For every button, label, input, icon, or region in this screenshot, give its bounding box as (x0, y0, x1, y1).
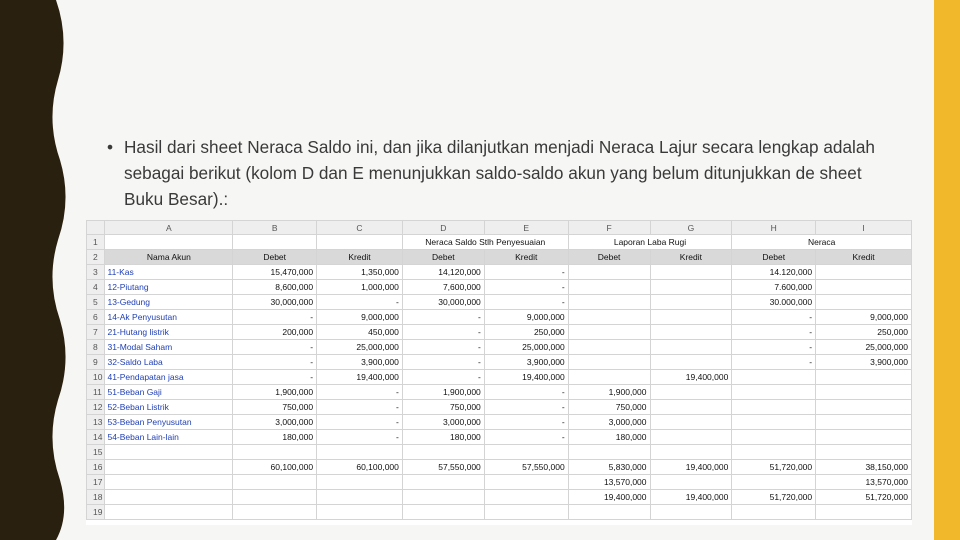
cell-g (650, 430, 732, 445)
spreadsheet-image (86, 220, 912, 525)
cell-d: 30,000,000 (402, 295, 484, 310)
cell-i: 51,720,000 (816, 490, 912, 505)
cell-b: 15,470,000 (233, 265, 317, 280)
cell-c: - (317, 400, 403, 415)
accent-bar (934, 0, 960, 540)
header-debet-h: Debet (732, 250, 816, 265)
table-row (87, 460, 912, 475)
row-number: 19 (87, 505, 105, 520)
cell-e (484, 490, 568, 505)
cell-b: - (233, 355, 317, 370)
cell-d: 3,000,000 (402, 415, 484, 430)
cell-e: 19,400,000 (484, 370, 568, 385)
cell-e (484, 505, 568, 520)
cell-f (568, 265, 650, 280)
cell-d: - (402, 370, 484, 385)
account-name-cell: 53-Beban Penyusutan (105, 415, 233, 430)
cell-b: 8,600,000 (233, 280, 317, 295)
cell-h: 14.120,000 (732, 265, 816, 280)
group-header-adjusted-trial-balance: Neraca Saldo Stlh Penyesuaian (402, 235, 568, 250)
cell-g (650, 340, 732, 355)
table-row (87, 280, 912, 295)
cell-h (732, 430, 816, 445)
cell-d (402, 475, 484, 490)
cell-b: 180,000 (233, 430, 317, 445)
cell-d (402, 505, 484, 520)
cell-c: - (317, 415, 403, 430)
cell-c (317, 490, 403, 505)
cell-f (568, 505, 650, 520)
row-number: 17 (87, 475, 105, 490)
cell-h (732, 505, 816, 520)
row-number: 8 (87, 340, 105, 355)
cell-c: 19,400,000 (317, 370, 403, 385)
cell-b (233, 490, 317, 505)
cell-i: 250,000 (816, 325, 912, 340)
row-number: 18 (87, 490, 105, 505)
cell-d: 14,120,000 (402, 265, 484, 280)
cell-a1 (105, 235, 233, 250)
cell-g: 19,400,000 (650, 370, 732, 385)
cell-e: - (484, 385, 568, 400)
col-letter-a: A (105, 221, 233, 235)
account-name-cell: 52-Beban Listrik (105, 400, 233, 415)
cell-f: 3,000,000 (568, 415, 650, 430)
row-number: 1 (87, 235, 105, 250)
cell-f: 19,400,000 (568, 490, 650, 505)
account-name-cell: 13-Gedung (105, 295, 233, 310)
account-name-cell (105, 505, 233, 520)
cell-c: 60,100,000 (317, 460, 403, 475)
cell-i (816, 265, 912, 280)
cell-i: 25,000,000 (816, 340, 912, 355)
bullet-marker: • (107, 137, 114, 157)
cell-e: - (484, 295, 568, 310)
col-letter-i: I (816, 221, 912, 235)
table-row (87, 475, 912, 490)
cell-e: 250,000 (484, 325, 568, 340)
header-debet-d: Debet (402, 250, 484, 265)
row-number: 14 (87, 430, 105, 445)
account-name-cell (105, 475, 233, 490)
cell-b: 30,000,000 (233, 295, 317, 310)
table-row (87, 325, 912, 340)
cell-b (233, 475, 317, 490)
cell-c (317, 505, 403, 520)
cell-h (732, 475, 816, 490)
cell-e: - (484, 415, 568, 430)
sheet-row-1 (87, 235, 912, 250)
row-number: 15 (87, 445, 105, 460)
cell-h: - (732, 325, 816, 340)
row-number: 6 (87, 310, 105, 325)
cell-i (816, 400, 912, 415)
worksheet-table (86, 220, 912, 520)
cell-h (732, 370, 816, 385)
bullet-paragraph (107, 134, 897, 212)
cell-h: 7.600,000 (732, 280, 816, 295)
cell-h (732, 445, 816, 460)
cell-g (650, 385, 732, 400)
row-number: 12 (87, 400, 105, 415)
cell-h: 51,720,000 (732, 460, 816, 475)
cell-b: 200,000 (233, 325, 317, 340)
cell-g (650, 325, 732, 340)
table-row (87, 295, 912, 310)
account-name-cell: 31-Modal Saham (105, 340, 233, 355)
account-name-cell (105, 490, 233, 505)
row-number: 5 (87, 295, 105, 310)
cell-e: 57,550,000 (484, 460, 568, 475)
cell-b1 (233, 235, 317, 250)
cell-f: 180,000 (568, 430, 650, 445)
cell-e: - (484, 430, 568, 445)
row-number: 9 (87, 355, 105, 370)
cell-b: - (233, 370, 317, 385)
row-number: 13 (87, 415, 105, 430)
column-header-row (87, 221, 912, 235)
cell-g: 19,400,000 (650, 490, 732, 505)
account-name-cell: 41-Pendapatan jasa (105, 370, 233, 385)
cell-e: 3,900,000 (484, 355, 568, 370)
cell-h: 30.000,000 (732, 295, 816, 310)
account-name-cell: 11-Kas (105, 265, 233, 280)
cell-c (317, 445, 403, 460)
cell-b (233, 445, 317, 460)
row-number: 4 (87, 280, 105, 295)
header-kredit-i: Kredit (816, 250, 912, 265)
cell-d: 1,900,000 (402, 385, 484, 400)
header-nama-akun: Nama Akun (105, 250, 233, 265)
cell-f (568, 325, 650, 340)
cell-d: - (402, 310, 484, 325)
account-name-cell (105, 460, 233, 475)
cell-h (732, 400, 816, 415)
cell-g (650, 295, 732, 310)
header-debet-b: Debet (233, 250, 317, 265)
table-row (87, 490, 912, 505)
cell-d: - (402, 355, 484, 370)
cell-d: 750,000 (402, 400, 484, 415)
cell-f (568, 370, 650, 385)
cell-c: 1,350,000 (317, 265, 403, 280)
cell-c: 450,000 (317, 325, 403, 340)
table-row (87, 445, 912, 460)
cell-f (568, 355, 650, 370)
table-row (87, 415, 912, 430)
cell-c: 1,000,000 (317, 280, 403, 295)
cell-c: 25,000,000 (317, 340, 403, 355)
table-row (87, 340, 912, 355)
cell-d (402, 445, 484, 460)
col-letter-h: H (732, 221, 816, 235)
table-row (87, 385, 912, 400)
table-row (87, 370, 912, 385)
cell-e (484, 445, 568, 460)
cell-f (568, 445, 650, 460)
cell-i (816, 445, 912, 460)
col-letter-g: G (650, 221, 732, 235)
table-row (87, 505, 912, 520)
cell-f: 5,830,000 (568, 460, 650, 475)
cell-h: - (732, 355, 816, 370)
row-number: 10 (87, 370, 105, 385)
cell-b: - (233, 340, 317, 355)
cell-i (816, 385, 912, 400)
account-name-cell: 12-Piutang (105, 280, 233, 295)
cell-g (650, 265, 732, 280)
cell-c1 (317, 235, 403, 250)
cell-f: 1,900,000 (568, 385, 650, 400)
cell-c: 3,900,000 (317, 355, 403, 370)
table-row (87, 400, 912, 415)
cell-b: 750,000 (233, 400, 317, 415)
account-name-cell: 32-Saldo Laba (105, 355, 233, 370)
cell-f (568, 295, 650, 310)
cell-d: 57,550,000 (402, 460, 484, 475)
cell-i: 9,000,000 (816, 310, 912, 325)
group-header-balance-sheet: Neraca (732, 235, 912, 250)
cell-g (650, 355, 732, 370)
cell-f (568, 310, 650, 325)
cell-g (650, 505, 732, 520)
decorative-left-band (0, 0, 72, 540)
row-number: 3 (87, 265, 105, 280)
cell-e (484, 475, 568, 490)
cell-e: 25,000,000 (484, 340, 568, 355)
group-header-income-statement: Laporan Laba Rugi (568, 235, 732, 250)
account-name-cell (105, 445, 233, 460)
cell-h (732, 385, 816, 400)
account-name-cell: 54-Beban Lain-lain (105, 430, 233, 445)
cell-i: 3,900,000 (816, 355, 912, 370)
cell-g (650, 310, 732, 325)
cell-i (816, 370, 912, 385)
cell-b: 1,900,000 (233, 385, 317, 400)
cell-c: - (317, 385, 403, 400)
cell-c (317, 475, 403, 490)
cell-e: - (484, 400, 568, 415)
cell-b (233, 505, 317, 520)
cell-i (816, 430, 912, 445)
cell-b: 3,000,000 (233, 415, 317, 430)
cell-c: - (317, 295, 403, 310)
cell-g (650, 475, 732, 490)
col-letter-f: F (568, 221, 650, 235)
header-kredit-c: Kredit (317, 250, 403, 265)
cell-c: 9,000,000 (317, 310, 403, 325)
table-row (87, 310, 912, 325)
account-name-cell: 21-Hutang listrik (105, 325, 233, 340)
cell-h: - (732, 310, 816, 325)
row-number: 2 (87, 250, 105, 265)
cell-i: 38,150,000 (816, 460, 912, 475)
cell-d: 180,000 (402, 430, 484, 445)
corner-cell (87, 221, 105, 235)
cell-i: 13,570,000 (816, 475, 912, 490)
cell-i (816, 280, 912, 295)
table-row (87, 355, 912, 370)
cell-i (816, 415, 912, 430)
cell-e: 9,000,000 (484, 310, 568, 325)
col-letter-b: B (233, 221, 317, 235)
cell-e: - (484, 280, 568, 295)
cell-f (568, 340, 650, 355)
cell-h: - (732, 340, 816, 355)
cell-f (568, 280, 650, 295)
cell-d: - (402, 340, 484, 355)
account-name-cell: 14-Ak Penyusutan (105, 310, 233, 325)
cell-e: - (484, 265, 568, 280)
cell-f: 750,000 (568, 400, 650, 415)
col-letter-d: D (402, 221, 484, 235)
cell-g (650, 400, 732, 415)
account-name-cell: 51-Beban Gaji (105, 385, 233, 400)
cell-d: - (402, 325, 484, 340)
cell-c: - (317, 430, 403, 445)
row-number: 16 (87, 460, 105, 475)
header-kredit-g: Kredit (650, 250, 732, 265)
cell-b: - (233, 310, 317, 325)
header-kredit-e: Kredit (484, 250, 568, 265)
cell-h (732, 415, 816, 430)
cell-g (650, 280, 732, 295)
cell-i (816, 505, 912, 520)
cell-i (816, 295, 912, 310)
col-letter-e: E (484, 221, 568, 235)
cell-g (650, 445, 732, 460)
row-number: 7 (87, 325, 105, 340)
cell-g (650, 415, 732, 430)
table-row (87, 430, 912, 445)
col-letter-c: C (317, 221, 403, 235)
bullet-text: Hasil dari sheet Neraca Saldo ini, dan jika dilanjutkan menjadi Neraca Lajur secara lengkap adalah sebagai berikut (kolom D dan E menunjukkan saldo-saldo akun yang belum ditunjukkan de sheet Buku Besar).: (124, 137, 875, 209)
cell-d: 7,600,000 (402, 280, 484, 295)
sheet-row-2 (87, 250, 912, 265)
cell-g: 19,400,000 (650, 460, 732, 475)
table-row (87, 265, 912, 280)
header-debet-f: Debet (568, 250, 650, 265)
cell-d (402, 490, 484, 505)
row-number: 11 (87, 385, 105, 400)
cell-b: 60,100,000 (233, 460, 317, 475)
cell-h: 51,720,000 (732, 490, 816, 505)
cell-f: 13,570,000 (568, 475, 650, 490)
